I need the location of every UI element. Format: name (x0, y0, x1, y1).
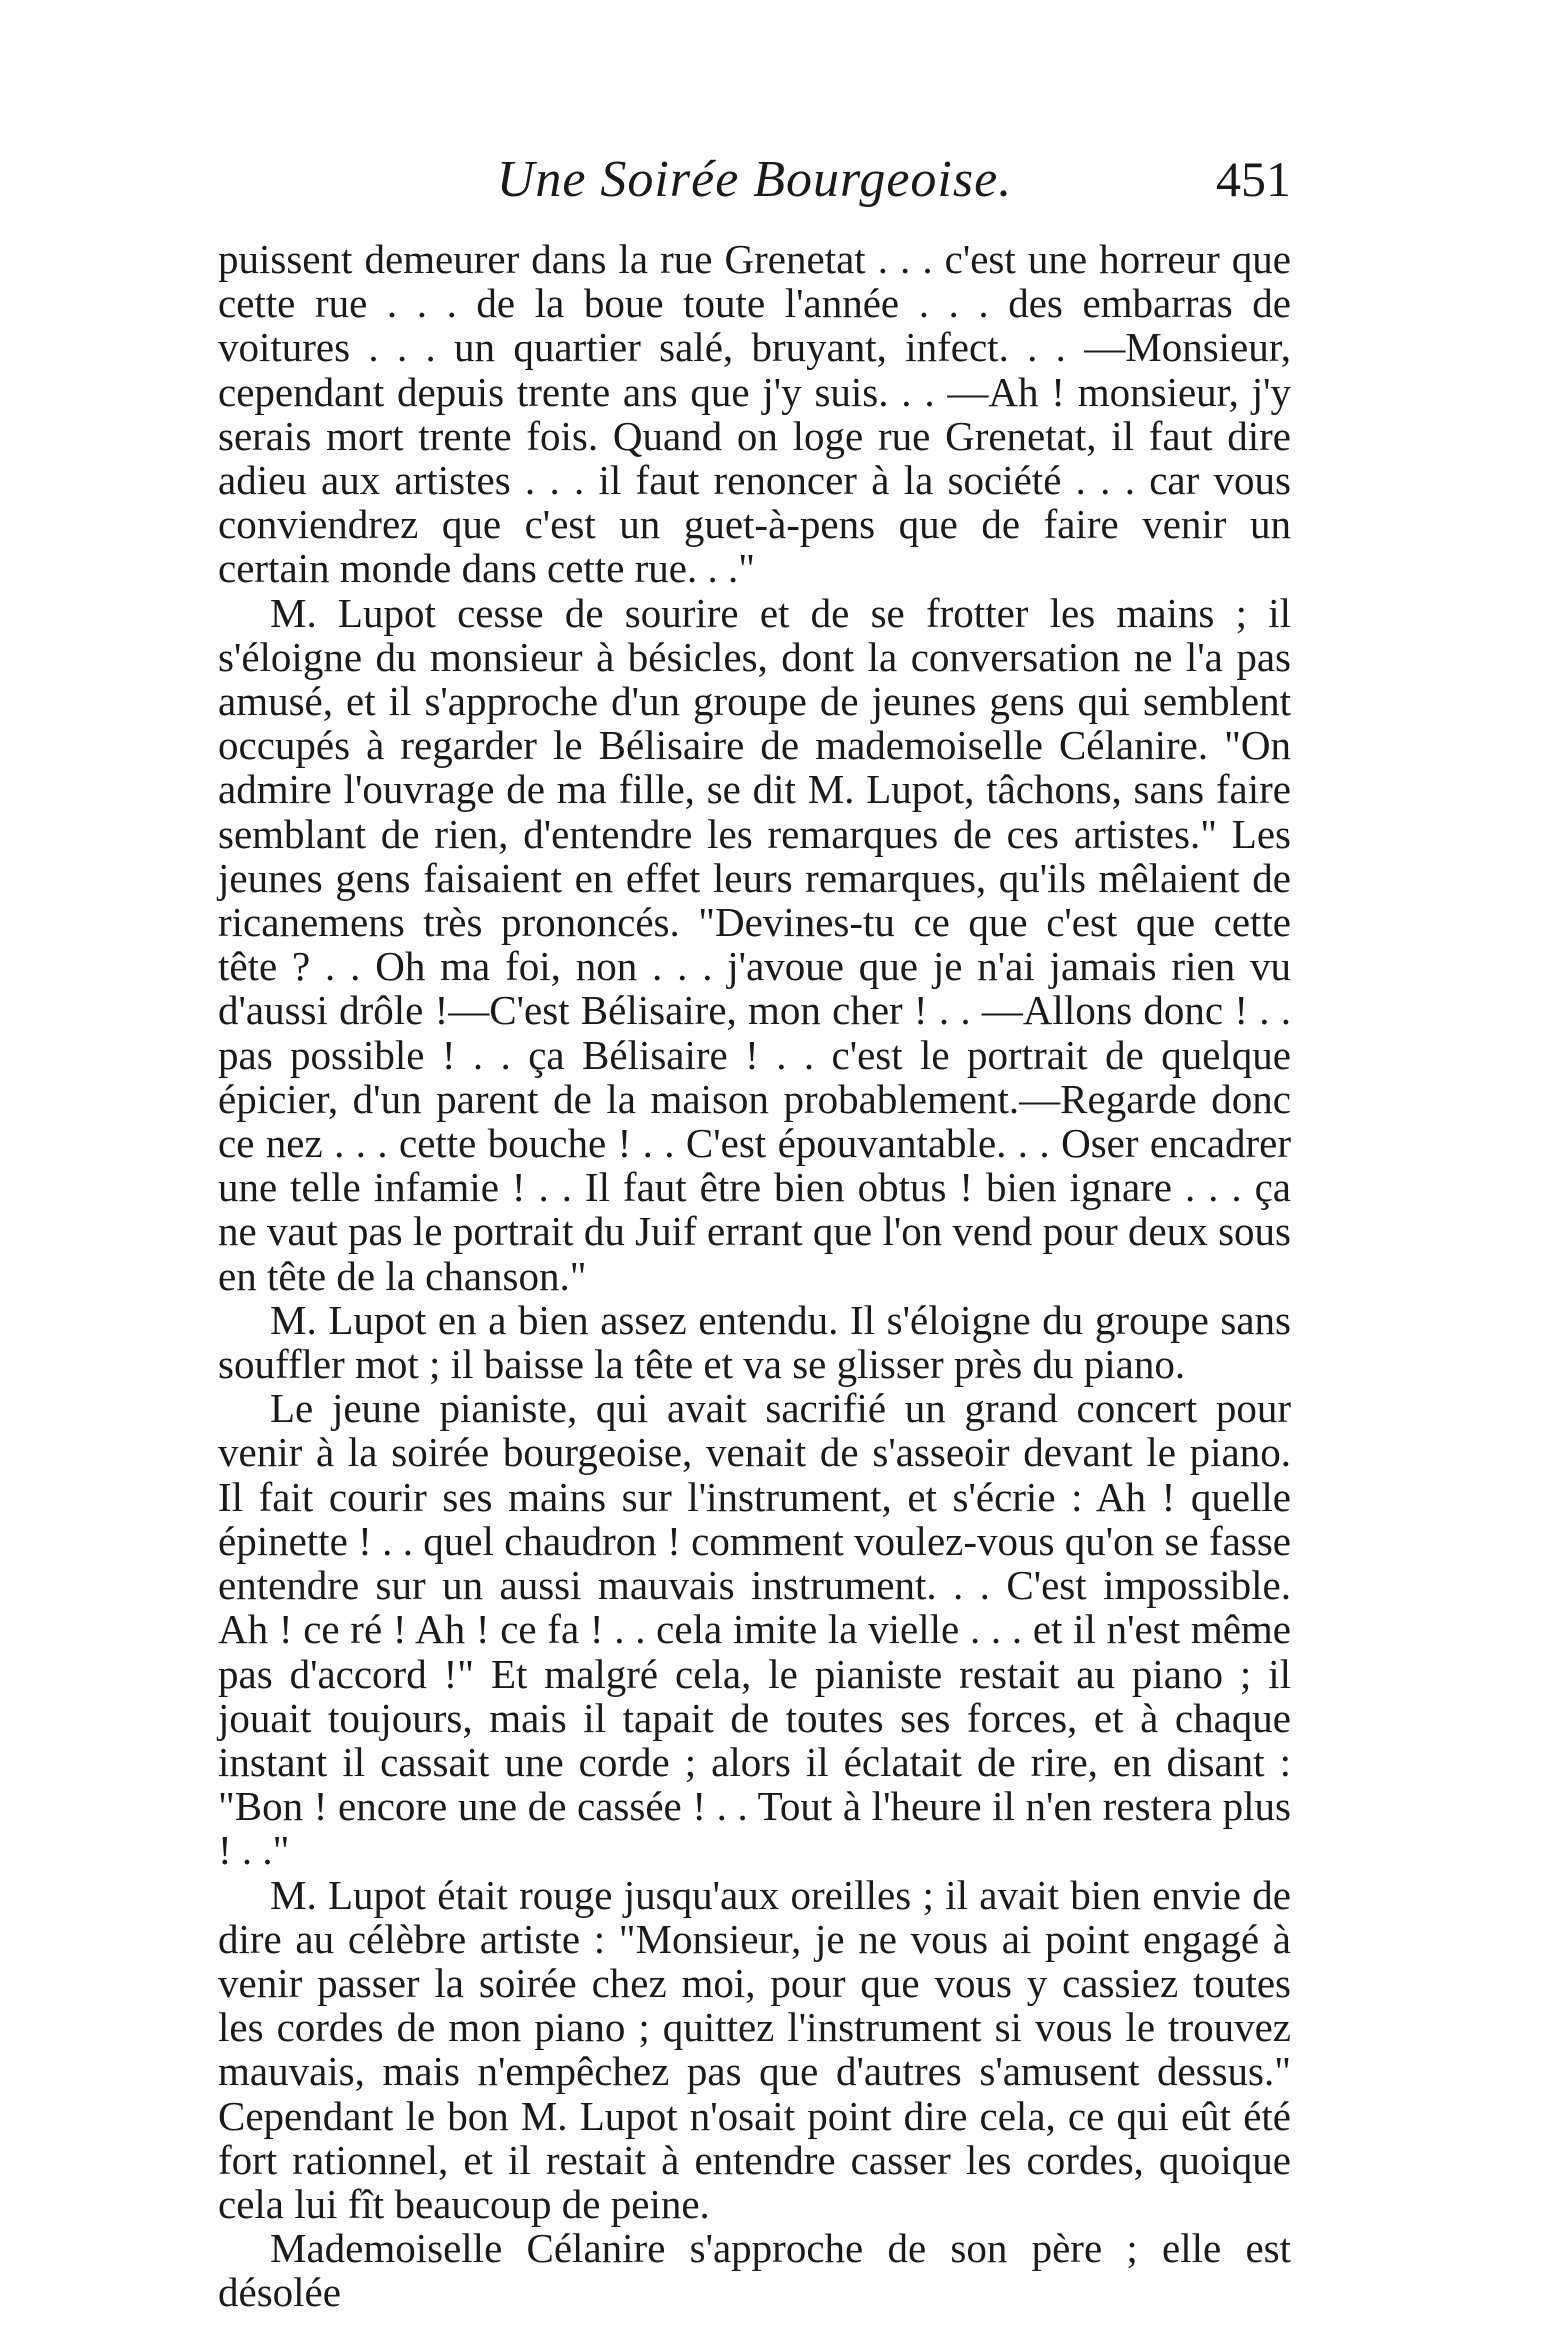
paragraph: M. Lupot cesse de sourire et de se frotter les mains ; il s'éloigne du monsieur à bésicles, dont la conversation ne l'a pas amusé, et il s'approche d'un groupe de jeunes gens qui semblent occupés à regarder le Bélisaire de mademoiselle Célanire. "On admire l'ouvrage de ma fille, se dit M. Lupot, tâchons, sans faire semblant de rien, d'entendre les remarques de ces artistes." Les jeunes gens faisaient en effet leurs remarques, qu'ils mêlaient de ricanemens très prononcés. "Devines-tu ce que c'est que cette tête ? . . Oh ma foi, non . . . j'avoue que je n'ai jamais rien vu d'aussi drôle !—C'est Bélisaire, mon cher ! . . —Allons donc ! . . pas possible ! . . ça Bélisaire ! . . c'est le portrait de quelque épicier, d'un parent de la maison probablement.—Regarde donc ce nez . . . cette bouche ! . . C'est épouvantable. . . Oser encadrer une telle infamie ! . . Il faut être bien obtus ! bien ignare . . . ça ne vaut pas le portrait du Juif errant que l'on vend pour deux sous en tête de la chanson." (218, 589, 1291, 1299)
running-title: Une Soirée Bourgeoise. (496, 151, 1013, 208)
body-text (218, 237, 1291, 2315)
paragraph: M. Lupot était rouge jusqu'aux oreilles ; il avait bien envie de dire au célèbre artiste : "Monsieur, je ne vous ai point engagé à venir passer la soirée chez moi, pour que vous y cassiez toutes les cordes de mon piano ; quittez l'instrument si vous le trouvez mauvais, mais n'empêchez pas que d'autres s'amusent dessus." Cependant le bon M. Lupot n'osait point dire cela, ce qui eût été fort rationnel, et il restait à entendre casser les cordes, quoique cela lui fît beaucoup de peine. (218, 1871, 1291, 2227)
running-header (218, 150, 1291, 230)
paragraph: puissent demeurer dans la rue Grenetat . . . c'est une horreur que cette rue . . . de la boue toute l'année . . . des embarras de voitures . . . un quartier salé, bruyant, infect. . . —Monsieur, cependant depuis trente ans que j'y suis. . . —Ah ! monsieur, j'y serais mort trente fois. Quand on loge rue Grenetat, il faut dire adieu aux artistes . . . il faut renoncer à la société . . . car vous conviendrez que c'est un guet-à-pens que de faire venir un certain monde dans cette rue. . ." (218, 236, 1291, 592)
paragraph: Le jeune pianiste, qui avait sacrifié un grand concert pour venir à la soirée bourgeoise, venait de s'asseoir devant le piano. Il fait courir ses mains sur l'instrument, et s'écrie : Ah ! quelle épinette ! . . quel chaudron ! comment voulez-vous qu'on se fasse entendre sur un aussi mauvais instrument. . . C'est impossible. Ah ! ce ré ! Ah ! ce fa ! . . cela imite la vielle . . . et il n'est même pas d'accord !" Et malgré cela, le pianiste restait au piano ; il jouait toujours, mais il tapait de toutes ses forces, et à chaque instant il cassait une corde ; alors il éclatait de rire, en disant : "Bon ! encore une de cassée ! . . Tout à l'heure il n'en restera plus ! . ." (218, 1385, 1291, 1874)
paragraph: M. Lupot en a bien assez entendu. Il s'éloigne du groupe sans souffler mot ; il baisse la tête et va se glisser près du piano. (218, 1296, 1291, 1388)
paragraph: Mademoiselle Célanire s'approche de son père ; elle est désolée (218, 2225, 1291, 2316)
page-number: 451 (1216, 151, 1291, 207)
